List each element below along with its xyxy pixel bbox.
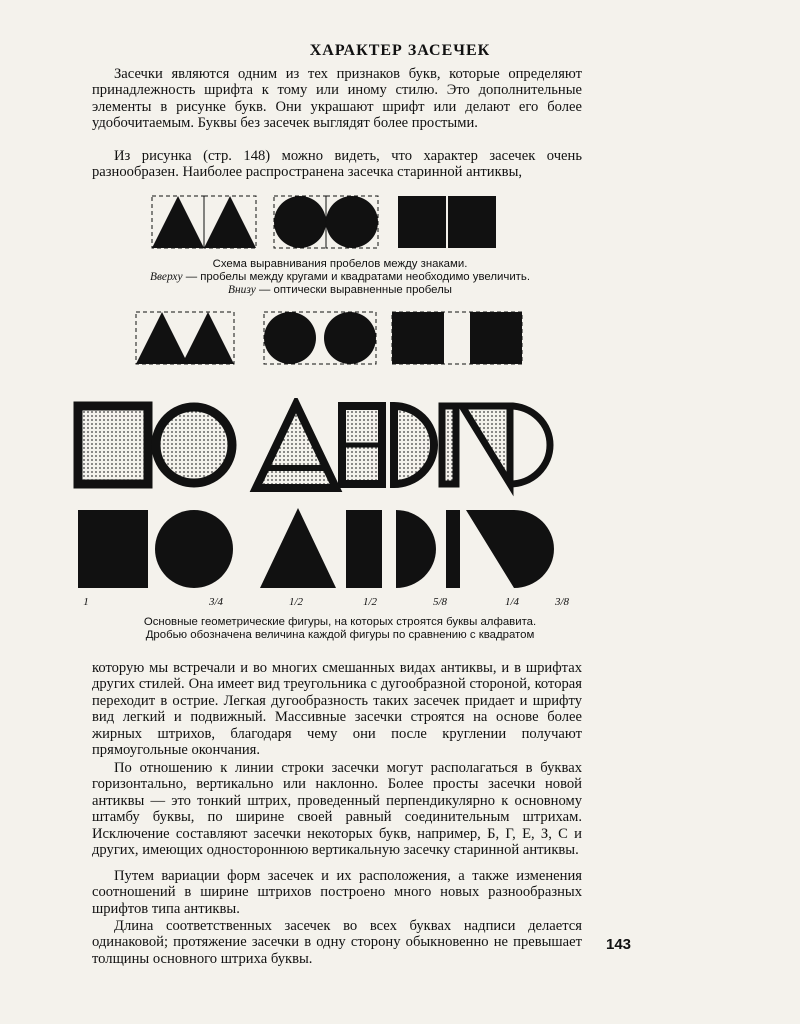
solid-half-circle (396, 510, 436, 588)
spacing-caption-line-3: Внизу — оптически выравненные пробелы (228, 284, 452, 296)
fraction-label: 3/4 (208, 596, 224, 608)
solid-circle (155, 510, 233, 588)
triangles-pair-top (152, 196, 256, 248)
triangles-pair-bottom (136, 312, 234, 364)
paragraph-3: которую мы встречали и во многих смешанных видах антиквы, и в шрифтах других стилей. Она имеет вид треугольника с дугообразной стороной, которая переходит в острие. Легкая дугообразность таких засечек придает и шрифту вид легкий и подвижный. Массивные засечки строятся на основе более жирных штрихов, благодаря чему они после круглении получают прямоугольные окончания. (92, 660, 582, 759)
spacing-caption-line-2: Вверху — пробелы между кругами и квадратами необходимо увеличить. (149, 271, 530, 283)
outlined-triangle (256, 404, 336, 488)
section-heading: ХАРАКТЕР ЗАСЕЧЕК (309, 42, 491, 59)
outlined-half-circle (394, 406, 434, 484)
spacing-caption (60, 258, 620, 297)
squares-pair-top (398, 196, 496, 248)
fraction-label: 1/4 (504, 596, 520, 608)
paragraph-2: Из рисунка (стр. 148) можно видеть, что характер засечек очень разнообразен. Наиболее распространена засечка старинной антиквы, (92, 148, 582, 181)
solid-diagonal-shape (466, 510, 554, 588)
outlined-diagonal-shape (462, 406, 550, 484)
solid-triangle (260, 508, 336, 588)
squares-pair-bottom (392, 312, 522, 364)
paragraph-1: Засечки являются одним из тех признаков букв, которые определяют принадлежность шрифта к тому или иному стилю. Это дополнительные элементы в рисунке букв. Они украшают шрифт или делают его более удобочитаемым. Буквы без засечек выглядят более простыми. (92, 66, 582, 132)
paragraph-4: По отношению к линии строки засечки могут располагаться в буквах горизонтально, вертикально или наклонно. Более просты засечки новой антиквы — это тонкий штрих, проведенный перпендикулярно к основному штамбу буквы, по ширине своей равный соединительным штрихам. Исключение составляют засечки некоторых букв, например, Б, Г, Е, З, С и других, имеющих одностороннюю вертикальную засечку старинной антиквы. (92, 760, 582, 859)
solid-half-square (346, 510, 382, 588)
geometric-figures (70, 398, 590, 598)
paragraph-6: Длина соответственных засечек во всех буквах надписи делается одинаковой; протяжение засечки в одну сторону обыкновенно не превышает толщины основного штриха буквы. (92, 918, 582, 967)
outlined-square (78, 406, 148, 484)
circles-pair-bottom (264, 312, 376, 364)
figures-caption (60, 616, 620, 642)
fraction-label: 1 (83, 596, 89, 608)
solid-square (78, 510, 148, 588)
caption-label-top: Вверху (149, 271, 183, 283)
fraction-label: 3/8 (554, 596, 570, 608)
spacing-caption-line-1: Схема выравнивания пробелов между знаками. (212, 258, 468, 270)
page-number: 143 (606, 936, 632, 953)
outlined-half-square (342, 406, 382, 484)
caption-label-bottom: Внизу (228, 284, 256, 296)
outlined-circle (156, 407, 232, 483)
fraction-label: 5/8 (432, 596, 448, 608)
figures-caption-line-1: Основные геометрические фигуры, на которых строятся буквы алфавита. (143, 616, 537, 628)
circles-pair-top (274, 196, 378, 248)
fraction-label: 1/2 (362, 596, 378, 608)
solid-quarter-shape (446, 510, 460, 588)
figures-caption-line-2: Дробью обозначена величина каждой фигуры по сравнению с квадратом (145, 629, 535, 641)
fraction-label: 1/2 (288, 596, 304, 608)
spacing-figure-bottom (130, 306, 530, 370)
paragraph-5: Путем вариации форм засечек и их расположения, а также изменения соотношений в ширине штрихов построено много новых разнообразных шрифтов типа антиквы. (92, 868, 582, 917)
outlined-quarter-shape (442, 406, 456, 484)
spacing-figure-top (140, 190, 520, 254)
